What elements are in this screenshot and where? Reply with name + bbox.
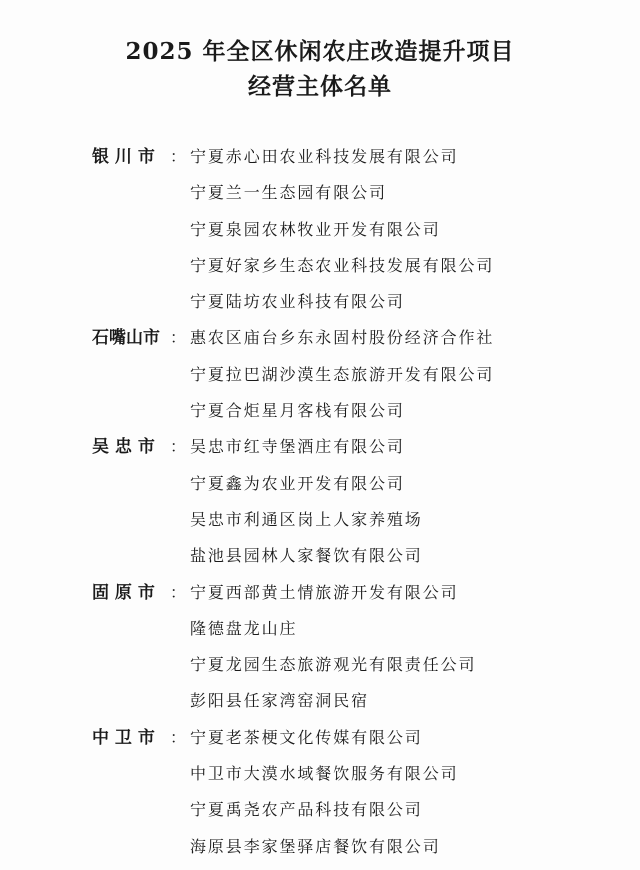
entity-name: 宁夏鑫为农业开发有限公司 [190,473,405,493]
entity-list [0,139,640,865]
entity-name: 宁夏好家乡生态农业科技发展有限公司 [190,255,495,275]
entity-name: 宁夏赤心田农业科技发展有限公司 [190,147,459,166]
entity-name: 宁夏拉巴湖沙漠生态旅游开发有限公司 [190,364,495,384]
entity-name: 宁夏合炬星月客栈有限公司 [190,401,405,421]
entity-name: 宁夏西部黄土情旅游开发有限公司 [190,582,459,602]
city-label: 中 卫 市 [92,727,155,748]
entity-name: 宁夏泉园农林牧业开发有限公司 [190,219,441,239]
city-colon: ： [170,328,187,348]
city-label: 吴 忠 市 [92,437,155,458]
city-colon: ： [170,727,187,747]
entity-name: 宁夏兰一生态园有限公司 [190,183,387,203]
entity-name: 彭阳县任家湾窑洞民宿 [190,691,370,711]
entity-name: 吴忠市红寺堡酒庄有限公司 [190,437,405,457]
document-title-line1: 2025 年全区休闲农庄改造提升项目 [125,38,515,65]
city-group [0,320,640,429]
entity-name: 宁夏陆坊农业科技有限公司 [190,292,405,312]
entity-name: 隆德盘龙山庄 [190,618,298,638]
entity-name: 宁夏龙园生态旅游观光有限责任公司 [190,655,477,675]
entity-name: 吴忠市利通区岗上人家养殖场 [190,509,423,529]
entity-name: 惠农区庙台乡东永固村股份经济合作社 [190,328,495,348]
city-label: 固 原 市 [92,582,155,603]
city-group [0,429,640,574]
entity-name: 中卫市大漠水域餐饮服务有限公司 [190,764,459,784]
city-group [0,575,640,720]
city-label: 石嘴山市 [92,328,160,349]
city-label: 银 川 市 [92,147,155,167]
document-title-line2: 经营主体名单 [248,73,392,100]
city-group [0,139,640,320]
entity-name: 宁夏老茶梗文化传媒有限公司 [190,727,423,747]
entity-name: 盐池县园林人家餐饮有限公司 [190,546,423,566]
city-colon: ： [170,147,187,166]
city-group [0,720,640,865]
city-colon: ： [170,582,187,602]
city-colon: ： [170,437,187,457]
entity-name: 宁夏禹尧农产品科技有限公司 [190,800,423,820]
entity-name: 海原县李家堡驿店餐饮有限公司 [190,836,441,856]
